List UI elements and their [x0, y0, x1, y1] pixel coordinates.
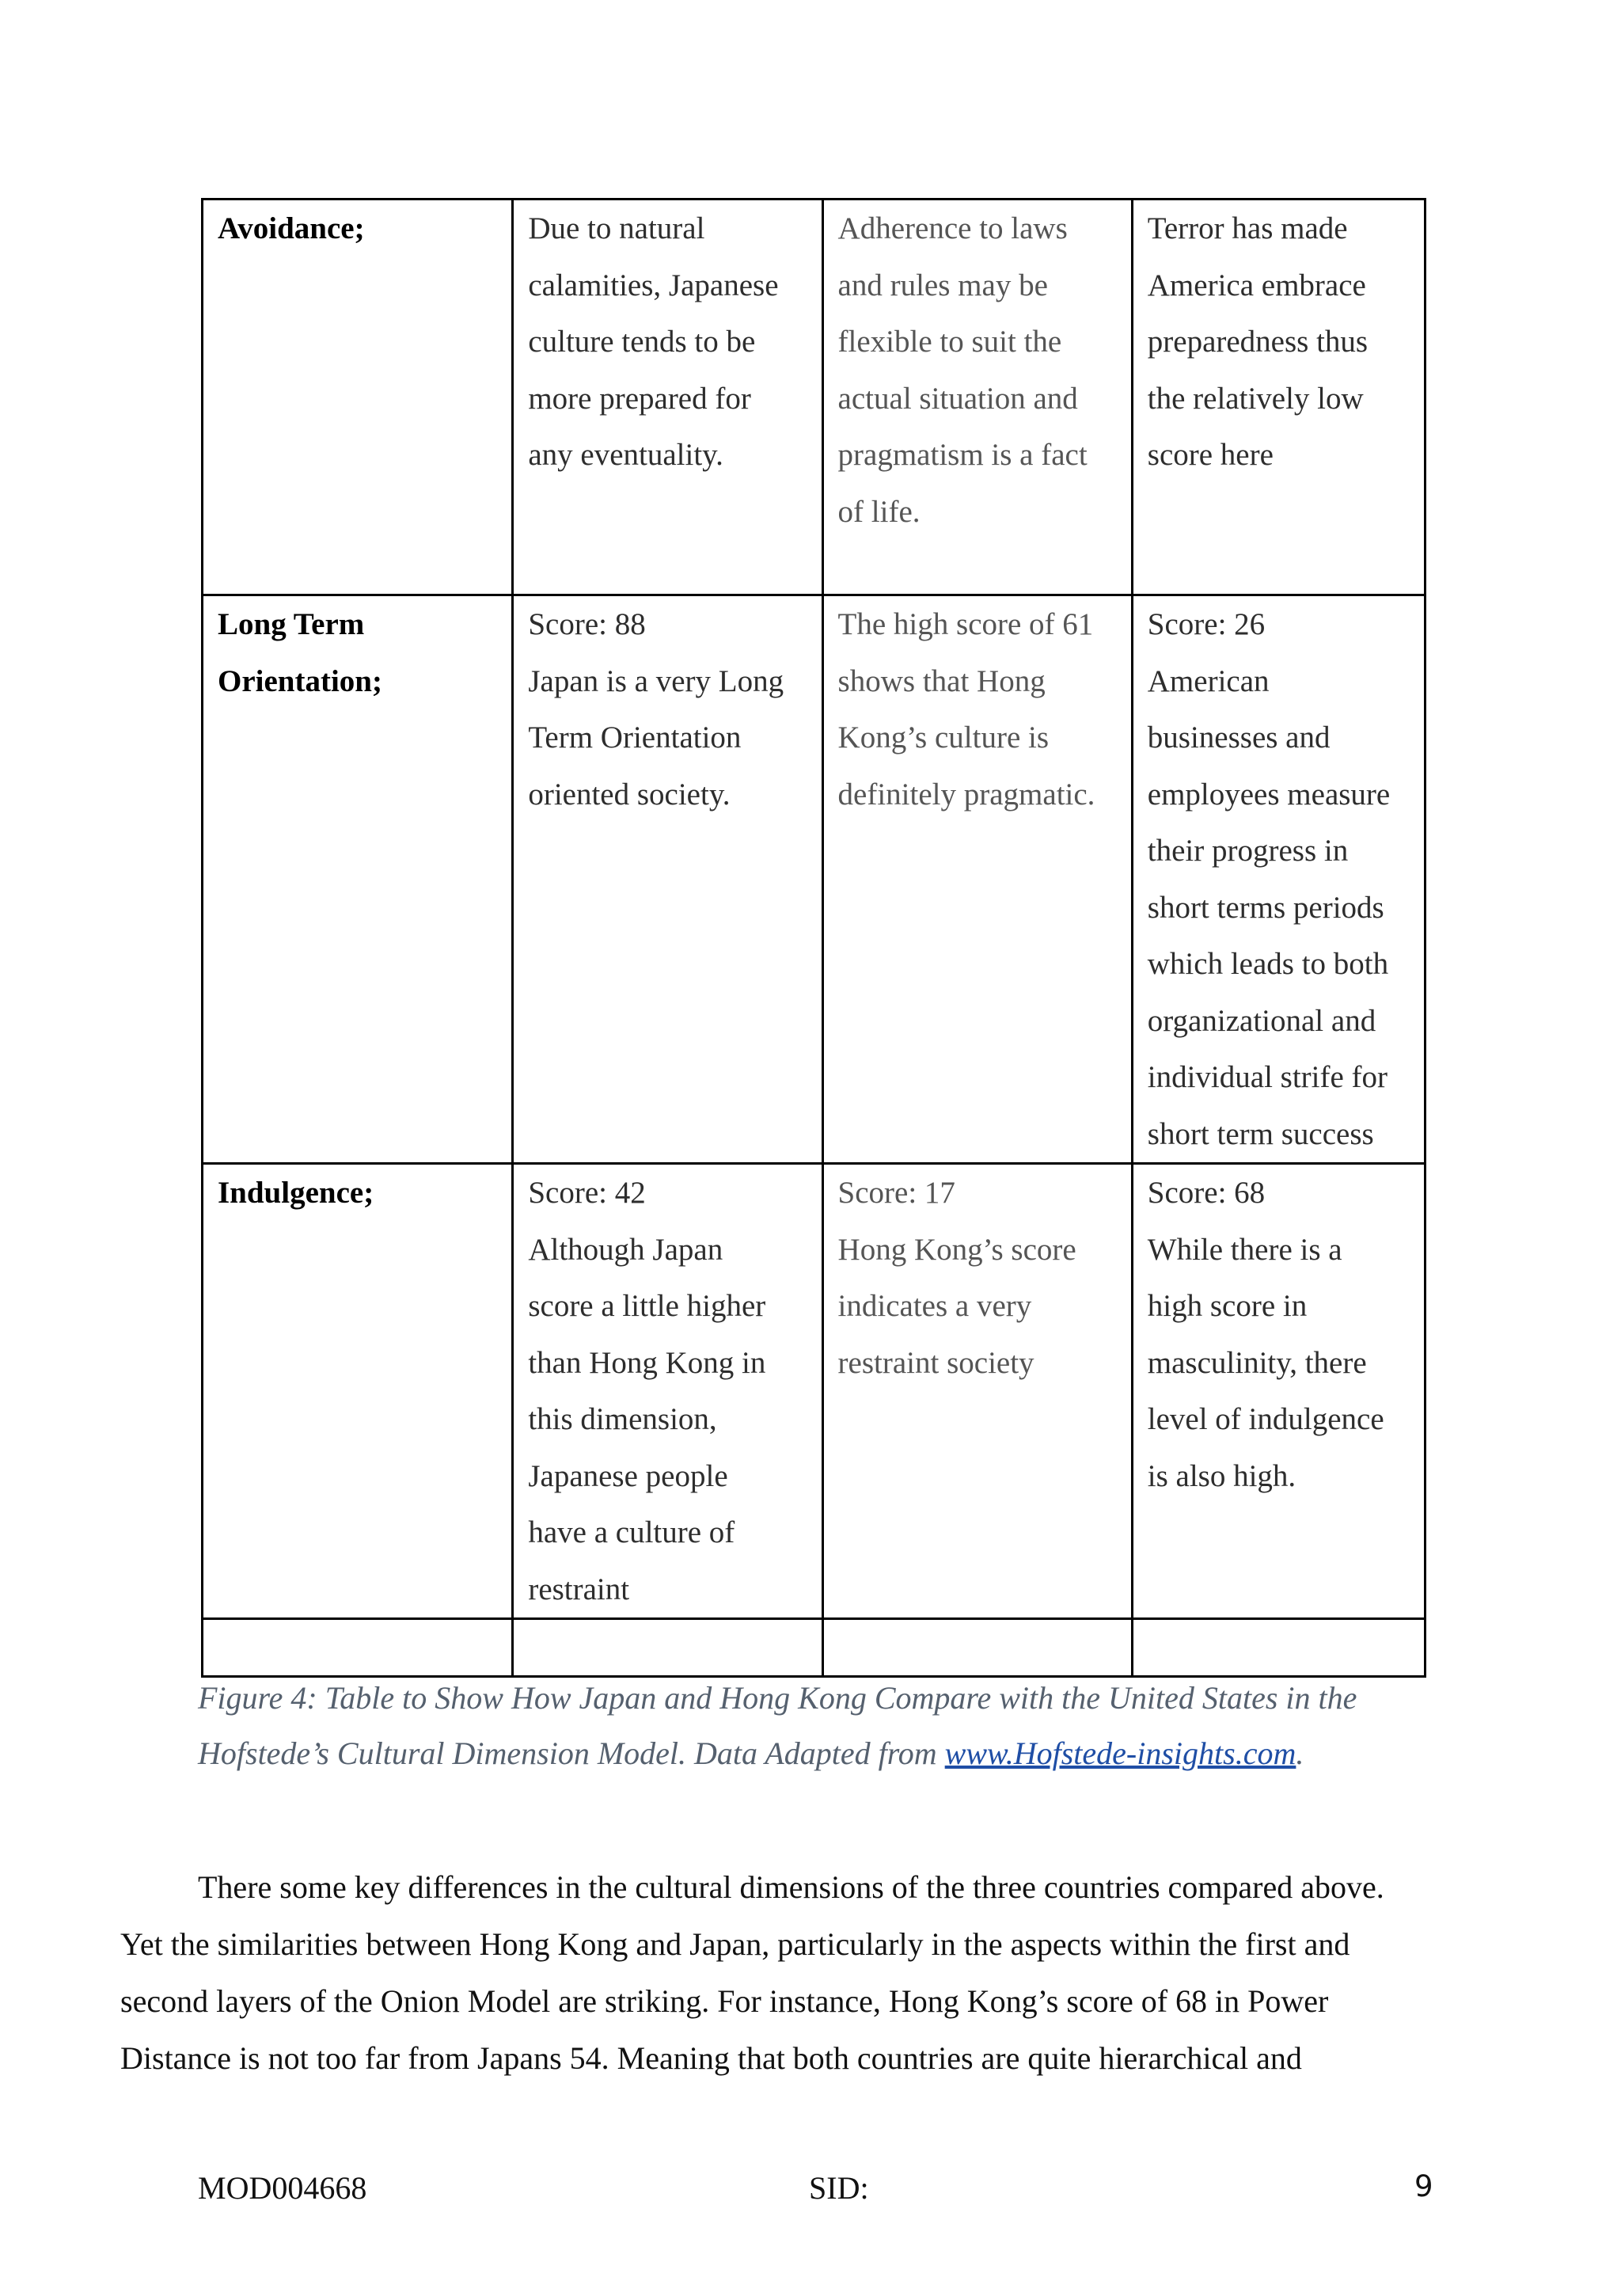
cell-line: their progress in: [1147, 834, 1349, 868]
japan-cell: [513, 595, 822, 1164]
cell-line: Due to natural: [528, 211, 705, 245]
empty-cell: [513, 1619, 822, 1677]
table-row-uncertainty-avoidance: [203, 200, 1425, 595]
dimension-label: Long Term: [218, 607, 365, 641]
cell-line: Adherence to laws: [837, 211, 1068, 245]
cell-line: employees measure: [1147, 777, 1391, 812]
cell-line: shows that Hong: [837, 663, 1046, 698]
footer-page-number: 9: [1414, 2169, 1433, 2203]
empty-cell: [203, 1619, 513, 1677]
cell-line: Score: 26: [1147, 607, 1266, 641]
cell-line: While there is a: [1147, 1232, 1342, 1267]
empty-cell: [822, 1619, 1132, 1677]
cell-line: Score: 17: [837, 1176, 955, 1210]
hofstede-link[interactable]: www.Hofstede-insights.com: [944, 1735, 1296, 1771]
cell-line: short terms periods: [1147, 890, 1384, 925]
cell-line: which leads to both: [1147, 947, 1389, 981]
cell-line: of life.: [837, 494, 921, 529]
cell-line: is also high.: [1147, 1458, 1296, 1493]
caption-line-2: [198, 1726, 1464, 1781]
dimension-label: Avoidance;: [218, 211, 365, 245]
cell-line: Score: 42: [528, 1176, 646, 1210]
table-row-empty: [203, 1619, 1425, 1677]
cell-line: definitely pragmatic.: [837, 777, 1095, 812]
cell-line: this dimension,: [528, 1402, 717, 1436]
cell-line: Term Orientation: [528, 720, 742, 755]
cell-line: Hong Kong’s score: [837, 1232, 1076, 1267]
dimension-label: Orientation;: [218, 663, 382, 698]
cell-line: score here: [1147, 438, 1274, 472]
cell-line: The high score of 61: [837, 607, 1094, 641]
cell-line: pragmatism is a fact: [837, 438, 1088, 472]
cell-line: Score: 68: [1147, 1176, 1266, 1210]
cell-line: any eventuality.: [528, 438, 723, 472]
cell-line: have a culture of: [528, 1515, 735, 1549]
dimension-label: Indulgence;: [218, 1176, 374, 1210]
cell-line: America embrace: [1147, 268, 1366, 302]
table-row-indulgence: [203, 1164, 1425, 1619]
table-row-long-term-orientation: [203, 595, 1425, 1164]
figure-caption: [198, 1671, 1464, 1781]
dimension-cell: [203, 200, 513, 595]
cell-line: level of indulgence: [1147, 1402, 1384, 1436]
cell-line: organizational and: [1147, 1003, 1376, 1038]
cell-line: Although Japan: [528, 1232, 723, 1267]
empty-cell: [1132, 1619, 1425, 1677]
footer-module-code: MOD004668: [198, 2170, 367, 2206]
cell-line: Japan is a very Long: [528, 663, 784, 698]
cell-line: short term success: [1147, 1116, 1374, 1151]
cell-line: Japanese people: [528, 1458, 728, 1493]
cell-line: restraint: [528, 1572, 630, 1606]
hongkong-cell: [822, 200, 1132, 595]
hongkong-cell: [822, 1164, 1132, 1619]
comparison-table: [201, 198, 1426, 1678]
cell-line: actual situation and: [837, 381, 1078, 416]
cell-line: individual strife for: [1147, 1060, 1388, 1094]
caption-text: Hofstede’s Cultural Dimension Model. Data Adapted from: [198, 1735, 945, 1771]
us-cell: [1132, 200, 1425, 595]
japan-cell: [513, 1164, 822, 1619]
cell-line: score a little higher: [528, 1289, 766, 1323]
footer-sid-label: SID:: [809, 2170, 869, 2206]
cell-line: culture tends to be: [528, 325, 756, 359]
body-line: There some key differences in the cultural dimensions of the three countries compared above.: [198, 1869, 1384, 1905]
cell-line: restraint society: [837, 1345, 1034, 1380]
us-cell: [1132, 1164, 1425, 1619]
cell-line: more prepared for: [528, 381, 751, 416]
cell-line: oriented society.: [528, 777, 731, 812]
japan-cell: [513, 200, 822, 595]
cell-line: the relatively low: [1147, 381, 1364, 416]
cell-line: masculinity, there: [1147, 1345, 1367, 1380]
body-line: Yet the similarities between Hong Kong and Japan, particularly in the aspects within the first and: [120, 1926, 1350, 1962]
cell-line: and rules may be: [837, 268, 1048, 302]
cell-line: Kong’s culture is: [837, 720, 1050, 755]
cell-line: preparedness thus: [1147, 325, 1369, 359]
cell-line: calamities, Japanese: [528, 268, 779, 302]
cell-line: than Hong Kong in: [528, 1345, 766, 1380]
body-paragraph: [120, 1859, 1426, 2087]
body-line: Distance is not too far from Japans 54. Meaning that both countries are quite hierarchical and: [120, 2040, 1302, 2076]
caption-line-1: Figure 4: Table to Show How Japan and Hong Kong Compare with the United States in the: [198, 1680, 1357, 1716]
us-cell: [1132, 595, 1425, 1164]
cell-line: Terror has made: [1147, 211, 1348, 245]
cell-line: indicates a very: [837, 1289, 1032, 1323]
dimension-cell: [203, 595, 513, 1164]
cell-line: flexible to suit the: [837, 325, 1062, 359]
hongkong-cell: [822, 595, 1132, 1164]
body-line: second layers of the Onion Model are striking. For instance, Hong Kong’s score of 68 in Power: [120, 1983, 1329, 2019]
cell-line: Score: 88: [528, 607, 646, 641]
cell-line: American: [1147, 663, 1270, 698]
dimension-cell: [203, 1164, 513, 1619]
cell-line: high score in: [1147, 1289, 1308, 1323]
cell-line: businesses and: [1147, 720, 1331, 755]
caption-period: .: [1296, 1735, 1304, 1771]
